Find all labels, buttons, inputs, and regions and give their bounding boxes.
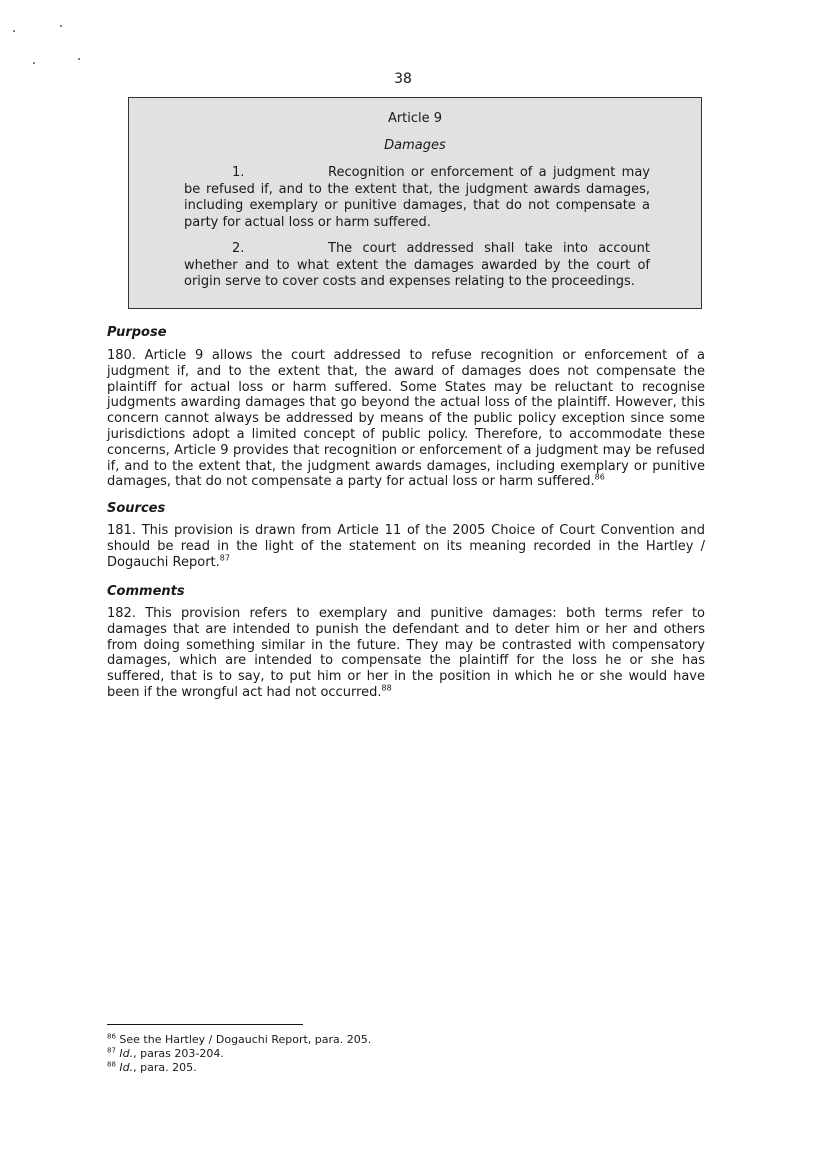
article-box xyxy=(128,97,702,309)
footnote-ref[interactable]: 88 xyxy=(381,683,392,693)
page-number: 38 xyxy=(394,71,412,87)
footnote-number: 87 xyxy=(107,1046,116,1055)
article-paragraph-1 xyxy=(184,165,650,231)
footnote-86 xyxy=(107,1033,371,1047)
footnote-ref[interactable]: 87 xyxy=(219,553,230,563)
footnote-italic: Id. xyxy=(119,1061,134,1074)
footnote-87 xyxy=(107,1047,371,1061)
paragraph-181 xyxy=(107,523,705,570)
article-title: Article 9 xyxy=(387,111,443,126)
heading-purpose: Purpose xyxy=(107,325,167,340)
scan-speck xyxy=(13,30,15,32)
paragraph-text: 181. This provision is drawn from Article 11 of the 2005 Choice of Court Convention and should be read in the light of the statement on its meaning recorded in the Hartley / Dogauchi Report. xyxy=(107,523,705,570)
scan-speck xyxy=(78,58,80,60)
paragraph-180 xyxy=(107,348,705,490)
footnote-text: , paras 203-204. xyxy=(133,1047,224,1060)
article-paragraph-2 xyxy=(184,241,650,291)
footnote-88 xyxy=(107,1061,371,1075)
paragraph-182 xyxy=(107,606,705,701)
article-subtitle: Damages xyxy=(384,138,446,153)
footnote-number: 88 xyxy=(107,1060,116,1069)
scan-speck xyxy=(60,25,62,27)
paragraph-text: Recognition or enforcement of a judgment may be refused if, and to the extent that, the judgment awards damages, including exemplary or punitive damages, that do not compensate a party for actual loss or harm suffered. xyxy=(184,165,650,230)
footnotes xyxy=(107,1033,371,1075)
paragraph-number: 1. xyxy=(232,165,245,180)
paragraph-number: 2. xyxy=(232,241,245,256)
heading-sources: Sources xyxy=(107,501,166,516)
footnote-italic: Id. xyxy=(119,1047,134,1060)
paragraph-text: 180. Article 9 allows the court addressed to refuse recognition or enforcement of a judgment if, and to the extent that, the award of damages does not compensate the plaintiff for actual loss or harm suffered. Some States may be reluctant to recognise judgments awarding damages that go beyond the actual loss of the plaintiff. However, this concern cannot always be addressed by means of the public policy exception since some jurisdictions adopt a limited concept of public policy. Therefore, to accommodate these concerns, Article 9 provides that recognition or enforcement of a judgment may be refused if, and to the extent that, the judgment awards damages, including exemplary or punitive damages, that do not compensate a party for actual loss or harm suffered. xyxy=(107,348,705,490)
footnote-divider xyxy=(107,1024,303,1025)
footnote-text: , para. 205. xyxy=(133,1061,197,1074)
heading-comments: Comments xyxy=(107,584,185,599)
footnote-number: 86 xyxy=(107,1032,116,1041)
footnote-ref[interactable]: 86 xyxy=(594,473,605,483)
scan-speck xyxy=(33,62,35,64)
footnote-text: See the Hartley / Dogauchi Report, para. 205. xyxy=(119,1033,372,1046)
paragraph-text: 182. This provision refers to exemplary and punitive damages: both terms refer to damages that are intended to punish the defendant and to deter him or her and others from doing something similar in the future. They may be contrasted with compensatory damages, which are intended to compensate the plaintiff for the loss he or she has suffered, that is to say, to put him or her in the position in which he or she would have been if the wrongful act had not occurred. xyxy=(107,606,705,700)
paragraph-text: The court addressed shall take into account whether and to what extent the damages awarded by the court of origin serve to cover costs and expenses relating to the proceedings. xyxy=(184,241,650,289)
